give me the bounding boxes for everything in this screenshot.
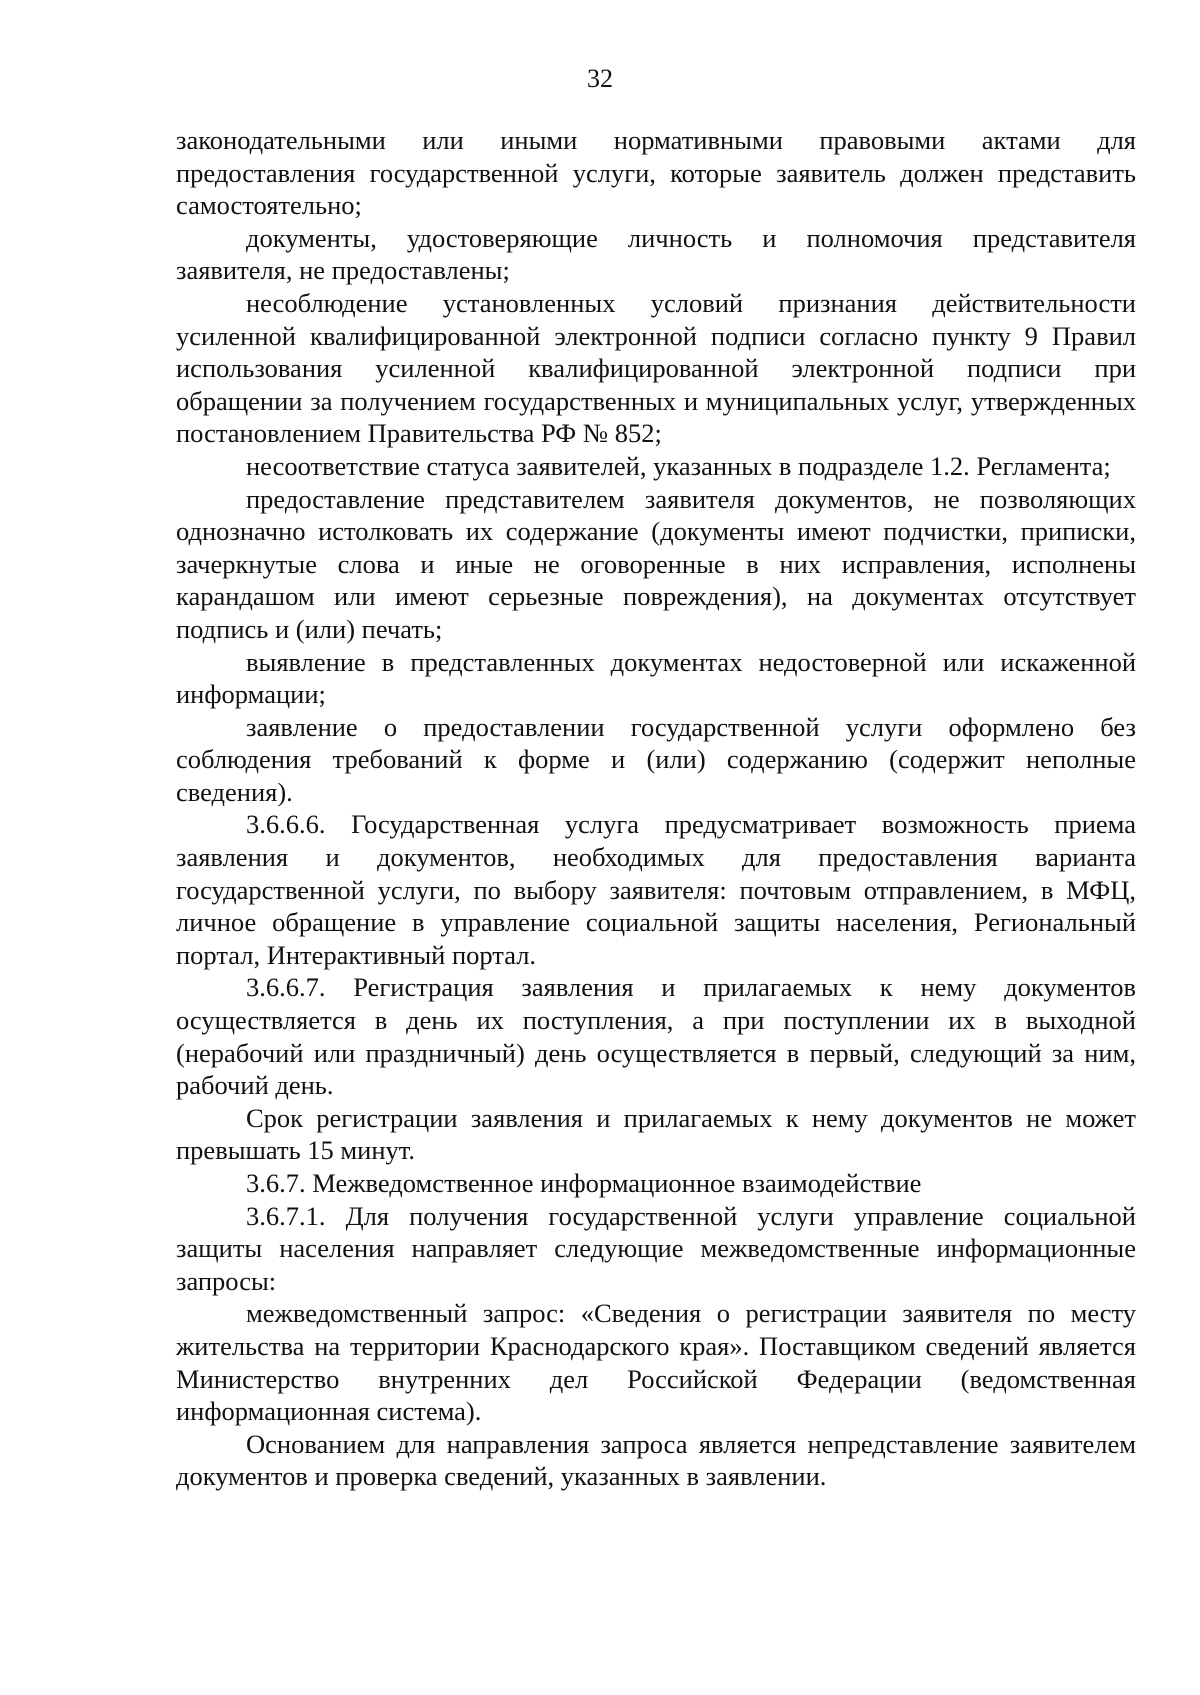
paragraph-3-6-6-7: 3.6.6.7. Регистрация заявления и прилагаемых к нему документов осуществляется в день их поступления, а при поступлении их в выходной (нерабочий или праздничный) день осуществляется в первый, следующий за ним, рабочий день.	[176, 972, 1136, 1101]
paragraph-request-basis: Основанием для направления запроса является непредставление заявителем документов и проверка сведений, указанных в заявлении.	[176, 1428, 1136, 1492]
paragraph-3-6-6-6: 3.6.6.6. Государственная услуга предусматривает возможность приема заявления и документов, необходимых для предоставления варианта государственной услуги, по выбору заявителя: почтовым отправлением, в МФЦ, личное обращение в управление социальной защиты населения, Региональный портал, Интерактивный портал.	[176, 809, 1136, 970]
page-number: 32	[587, 64, 613, 93]
paragraph-document-defects: предоставление представителем заявителя документов, не позволяющих однозначно истолковать их содержание (документы имеют подчистки, приписки, зачеркнутые слова и иные не оговоренные в них исправления, исполнены карандашом или имеют серьезные повреждения), на документах отсутствует подпись и (или) печать;	[176, 483, 1136, 644]
paragraph-3-6-7-1: 3.6.7.1. Для получения государственной услуги управление социальной защиты населения направляет следующие межведомственные информационные запросы:	[176, 1200, 1136, 1296]
paragraph-registration-term: Срок регистрации заявления и прилагаемых к нему документов не может превышать 15 минут.	[176, 1102, 1136, 1166]
paragraph-false-information: выявление в представленных документах недостоверной или искаженной информации;	[176, 646, 1136, 710]
section-heading-3-6-7: 3.6.7. Межведомственное информационное взаимодействие	[246, 1168, 922, 1198]
paragraph-electronic-signature: несоблюдение установленных условий признания действительности усиленной квалифицированной электронной подписи согласно пункту 9 Правил использования усиленной квалифицированной электронной подписи при обращении за получением государственных и муниципальных услуг, утвержденных постановлением Правительства РФ № 852;	[176, 287, 1136, 449]
paragraph-identity-documents: документы, удостоверяющие личность и полномочия представителя заявителя, не предоставлены;	[176, 222, 1136, 286]
paragraph-applicant-status: несоответствие статуса заявителей, указанных в подразделе 1.2. Регламента;	[246, 450, 1111, 481]
paragraph-interagency-request: межведомственный запрос: «Сведения о регистрации заявителя по месту жительства на территории Краснодарского края». Поставщиком сведений является Министерство внутренних дел Российской Федерации (ведомственная информационная система).	[176, 1298, 1136, 1427]
paragraph-continuation: законодательными или иными нормативными правовыми актами для предоставления государственной услуги, которые заявитель должен представить самостоятельно;	[176, 125, 1136, 221]
paragraph-form-requirements: заявление о предоставлении государственной услуги оформлено без соблюдения требований к форме и (или) содержанию (содержит неполные сведения).	[176, 711, 1136, 807]
document-body	[176, 124, 1136, 1493]
